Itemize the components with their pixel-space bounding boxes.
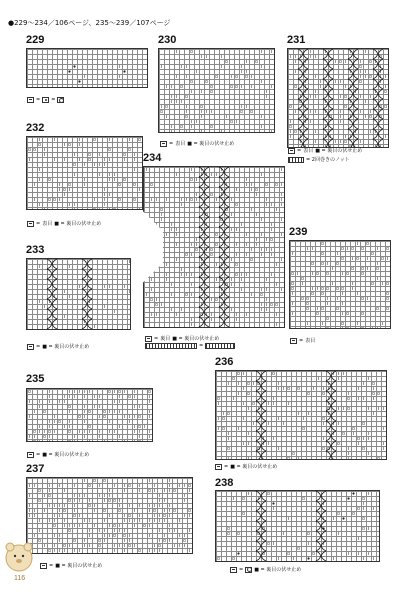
cable-symbol	[145, 343, 197, 349]
pattern-number-231: 231	[287, 34, 306, 46]
legend-text: ■ = 裏目の伏せ止め	[230, 464, 278, 470]
legend-234	[145, 335, 219, 342]
legend-text: ■ = 裏目の伏せ止め	[172, 336, 220, 342]
legend-text: ■ = 裏目の伏せ止め	[315, 148, 363, 154]
legend-text: ■ = 裏目の伏せ止め	[42, 344, 90, 350]
stitch-symbols	[27, 478, 192, 553]
chart-231	[287, 48, 389, 148]
yo-symbol	[245, 567, 252, 573]
legend-232	[27, 220, 101, 227]
knit-symbol	[27, 221, 34, 227]
chart-237	[26, 477, 193, 554]
stitch-symbols	[288, 49, 388, 147]
pattern-number-229: 229	[26, 34, 45, 46]
pattern-number-230: 230	[158, 34, 177, 46]
stitch-symbols	[144, 167, 284, 327]
knit-symbol	[145, 336, 152, 342]
legend-eq: =	[36, 97, 41, 103]
pattern-number-238: 238	[215, 477, 234, 489]
knit-symbol	[160, 141, 167, 147]
stitch-symbols	[159, 49, 274, 132]
legend-230	[160, 140, 234, 147]
legend-eq: =	[49, 562, 54, 569]
knot-symbol	[288, 157, 304, 163]
page-number: 116	[14, 575, 26, 582]
stitch-symbols	[27, 259, 130, 329]
legend-234-cable: =	[145, 343, 235, 349]
knit-symbol	[40, 563, 47, 569]
yo-symbol	[57, 97, 64, 103]
legend-231-knot	[288, 156, 350, 163]
legend-238	[230, 566, 301, 573]
knit-symbol	[27, 344, 34, 350]
legend-eq: =	[224, 463, 229, 470]
pattern-number-233: 233	[26, 244, 45, 256]
chart-230	[158, 48, 275, 133]
legend-233	[27, 343, 89, 350]
legend-eq: =	[51, 97, 56, 103]
stitch-symbols	[27, 137, 142, 209]
stitch-symbols	[27, 49, 147, 87]
legend-229	[27, 97, 64, 103]
legend-text: 表目	[42, 221, 53, 227]
chart-232	[26, 136, 143, 210]
legend-text: ■ = 裏目の伏せ止め	[42, 452, 90, 458]
legend-eq: =	[36, 343, 41, 350]
legend-eq: =	[36, 451, 41, 458]
knit-symbol	[27, 452, 34, 458]
pattern-number-232: 232	[26, 122, 45, 134]
pattern-number-237: 237	[26, 463, 45, 475]
legend-text: 表目	[175, 141, 186, 147]
stitch-symbols	[27, 389, 152, 441]
chart-239	[289, 240, 391, 329]
legend-eq: =	[36, 220, 41, 227]
chart-235	[26, 388, 153, 442]
legend-236	[215, 463, 277, 470]
chart-233	[26, 258, 131, 330]
chart-234	[143, 166, 285, 328]
legend-235	[27, 451, 89, 458]
legend-231	[288, 147, 362, 154]
legend-text: ■ = 裏目の伏せ止め	[187, 141, 235, 147]
pattern-number-236: 236	[215, 356, 234, 368]
pattern-number-234: 234	[143, 152, 162, 164]
knit-symbol	[27, 97, 34, 103]
legend-eq: =	[154, 335, 159, 342]
chart-238	[215, 490, 380, 562]
cable-symbol	[205, 343, 235, 349]
legend-text: 表目	[305, 338, 316, 344]
legend-text: 表目	[303, 148, 314, 154]
stitch-symbols	[216, 371, 386, 459]
teddy-bear-icon	[2, 538, 36, 578]
legend-237	[40, 562, 102, 569]
legend-eq: =	[169, 140, 174, 147]
legend-text: ■ = 裏目の伏せ止め	[55, 563, 103, 569]
pattern-number-235: 235	[26, 373, 45, 385]
chart-229	[26, 48, 148, 88]
stitch-symbols	[216, 491, 379, 561]
knit-symbol	[288, 148, 295, 154]
legend-text: = 2回巻きのノット	[306, 157, 350, 163]
pattern-number-239: 239	[289, 226, 308, 238]
legend-eq: =	[239, 566, 244, 573]
knit-symbol	[230, 567, 237, 573]
legend-eq: =	[299, 337, 304, 344]
legend-text: 裏目	[160, 336, 171, 342]
chart-236	[215, 370, 387, 460]
stitch-symbols	[290, 241, 390, 328]
dot-symbol	[42, 97, 49, 103]
legend-text: ■ = 裏目の伏せ止め	[54, 221, 102, 227]
page-header: ●229～234／106ページ、235～239／107ページ	[8, 19, 171, 27]
knit-symbol	[290, 338, 297, 344]
legend-eq: =	[297, 147, 302, 154]
legend-239	[290, 337, 315, 344]
knit-symbol	[215, 464, 222, 470]
legend-text: ■ = 裏目の伏せ止め	[254, 567, 302, 573]
